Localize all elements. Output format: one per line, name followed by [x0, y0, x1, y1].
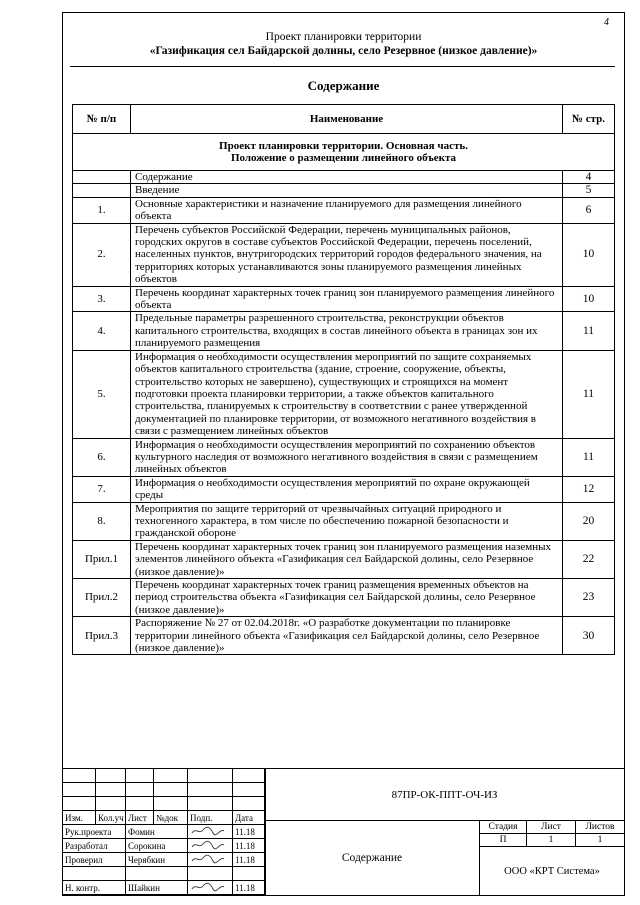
row-number: 6. [73, 438, 131, 476]
approval-date: 11.18 [233, 853, 266, 867]
sheets-label: Листов [575, 820, 625, 834]
revision-row [63, 783, 266, 797]
approval-signature [188, 867, 233, 881]
contents-row [73, 350, 615, 438]
approval-role: Н. контр. [63, 881, 126, 895]
row-number: 7. [73, 476, 131, 502]
row-title: Информация о необходимости осуществления мероприятий по защите сохраняемых объектов капитального строительства (здание, строение, сооружение, объекты, строительство которых не завершено), существующих и строящихся на момент подготовки проекта планировки территории, а также объектов капитального строительства, планируемых к строительству в соответствии с ранее утвержденной документацией по планировке территории, от возможного негативного воздействия в связи с размещением линейных объектов [131, 350, 563, 438]
stamp-headers-row [63, 811, 266, 825]
col-number-header: № п/п [73, 105, 131, 134]
row-title: Распоряжение № 27 от 02.04.2018г. «О разработке документации по планировке территории линейного объекта «Газификация сел Байдарской долины, село Резервное (низкое давление)» [131, 617, 563, 655]
contents-row [73, 502, 615, 540]
row-title: Мероприятия по защите территорий от чрезвычайных ситуаций природного и техногенного характера, в том числе по обеспечению пожарной безопасности и гражданской обороне [131, 502, 563, 540]
row-number: 3. [73, 286, 131, 312]
contents-row [73, 223, 615, 286]
approval-signature [188, 825, 233, 839]
stage-label: Стадия [479, 820, 527, 834]
row-number: Прил.3 [73, 617, 131, 655]
row-number: 2. [73, 223, 131, 286]
row-page: 23 [563, 579, 615, 617]
handwritten-signature [190, 839, 226, 850]
revision-grid [62, 768, 266, 895]
row-number: Прил.1 [73, 540, 131, 578]
approval-role [63, 867, 126, 881]
approval-row [63, 839, 266, 853]
row-title: Введение [131, 184, 563, 197]
row-title: Перечень субъектов Российской Федерации, перечень муниципальных районов, городских округов в составе субъектов Российской Федерации, перечень поселений, населенных пунктов, внутригородских территорий городов федерального значения, на территориях которых устанавливаются зоны планируемого размещения линейных объектов [131, 223, 563, 286]
row-title: Информация о необходимости осуществления мероприятий по сохранению объектов культурного наследия от возможного негативного воздействия в связи с размещением линейных объектов [131, 438, 563, 476]
hdr-qty: Кол.уч [96, 811, 126, 825]
approval-row [63, 853, 266, 867]
sheets-value: 1 [575, 833, 625, 847]
row-page: 22 [563, 540, 615, 578]
hdr-docno: №док [154, 811, 188, 825]
contents-row [73, 540, 615, 578]
row-number: 4. [73, 312, 131, 350]
approval-row [63, 825, 266, 839]
col-name-header: Наименование [131, 105, 563, 134]
approval-date [233, 867, 266, 881]
row-number: 5. [73, 350, 131, 438]
revision-row [63, 797, 266, 811]
approval-row [63, 881, 266, 895]
row-page: 30 [563, 617, 615, 655]
row-page: 4 [563, 171, 615, 184]
row-number [73, 184, 131, 197]
approval-role: Разработал [63, 839, 126, 853]
contents-row [73, 286, 615, 312]
row-number [73, 171, 131, 184]
row-title: Основные характеристики и назначение планируемого для размещения линейного объекта [131, 197, 563, 223]
handwritten-signature [190, 853, 226, 864]
page-number: 4 [604, 17, 609, 28]
contents-row [73, 312, 615, 350]
row-page: 10 [563, 286, 615, 312]
hdr-signature: Подп. [188, 811, 233, 825]
row-number: 1. [73, 197, 131, 223]
section-heading-line1: Проект планировки территории. Основная часть. [219, 139, 468, 152]
header-divider [70, 66, 615, 67]
row-title: Перечень координат характерных точек границ размещения временных объектов на период строительства объекта «Газификация сел Байдарской долины, село Резервное (низкое давление)» [131, 579, 563, 617]
row-number: 8. [73, 502, 131, 540]
approval-name: Фомин [126, 825, 188, 839]
document-title: Содержание [264, 820, 480, 896]
approval-signature [188, 853, 233, 867]
approval-name: Шайкин [126, 881, 188, 895]
approval-signature [188, 839, 233, 853]
contents-table [72, 104, 615, 655]
sheet-value: 1 [526, 833, 576, 847]
row-title: Информация о необходимости осуществления мероприятий по охране окружающей среды [131, 476, 563, 502]
stage-value: П [479, 833, 527, 847]
contents-row [73, 184, 615, 197]
section-heading-line2: Положение о размещении линейного объекта [230, 152, 457, 164]
row-title: Перечень координат характерных точек границ зон планируемого размещения наземных элементов линейного объекта «Газификация сел Байдарской долины, село Резервное (низкое давление)» [131, 540, 563, 578]
approval-date: 11.18 [233, 825, 266, 839]
organization-name: ООО «КРТ Система» [479, 846, 625, 896]
handwritten-signature [190, 881, 226, 892]
project-title: Проект планировки территории [265, 31, 422, 43]
row-page: 5 [563, 184, 615, 197]
hdr-change: Изм. [63, 811, 96, 825]
approval-date: 11.18 [233, 839, 266, 853]
contents-row [73, 197, 615, 223]
row-title: Содержание [131, 171, 563, 184]
project-subtitle: «Газификация сел Байдарской долины, село Резервное (низкое давление)» [149, 45, 538, 57]
row-page: 12 [563, 476, 615, 502]
document-code: 87ПР-ОК-ППТ-ОЧ-ИЗ [264, 768, 625, 821]
row-page: 10 [563, 223, 615, 286]
contents-row [73, 438, 615, 476]
row-number: Прил.2 [73, 579, 131, 617]
contents-row [73, 476, 615, 502]
approval-name [126, 867, 188, 881]
approval-date: 11.18 [233, 881, 266, 895]
section-heading [73, 134, 615, 171]
contents-row [73, 617, 615, 655]
title-block [62, 768, 625, 896]
contents-heading: Содержание [307, 78, 380, 93]
hdr-sheet: Лист [126, 811, 154, 825]
contents-row [73, 171, 615, 184]
row-page: 6 [563, 197, 615, 223]
row-page: 11 [563, 350, 615, 438]
col-page-header: № стр. [563, 105, 615, 134]
row-title: Перечень координат характерных точек границ зон планируемого размещения линейного объекта [131, 286, 563, 312]
approval-name: Черябкин [126, 853, 188, 867]
approval-row [63, 867, 266, 881]
row-title: Предельные параметры разрешенного строительства, реконструкции объектов капитального строительства, входящих в состав линейного объекта в границах зон их планируемого размещения [131, 312, 563, 350]
approval-role: Рук.проекта [63, 825, 126, 839]
row-page: 11 [563, 312, 615, 350]
contents-row [73, 579, 615, 617]
approval-signature [188, 881, 233, 895]
approval-role: Проверил [63, 853, 126, 867]
sheet-label: Лист [526, 820, 576, 834]
row-page: 11 [563, 438, 615, 476]
hdr-date: Дата [233, 811, 266, 825]
approval-name: Сорокина [126, 839, 188, 853]
handwritten-signature [190, 825, 226, 836]
row-page: 20 [563, 502, 615, 540]
revision-row [63, 769, 266, 783]
